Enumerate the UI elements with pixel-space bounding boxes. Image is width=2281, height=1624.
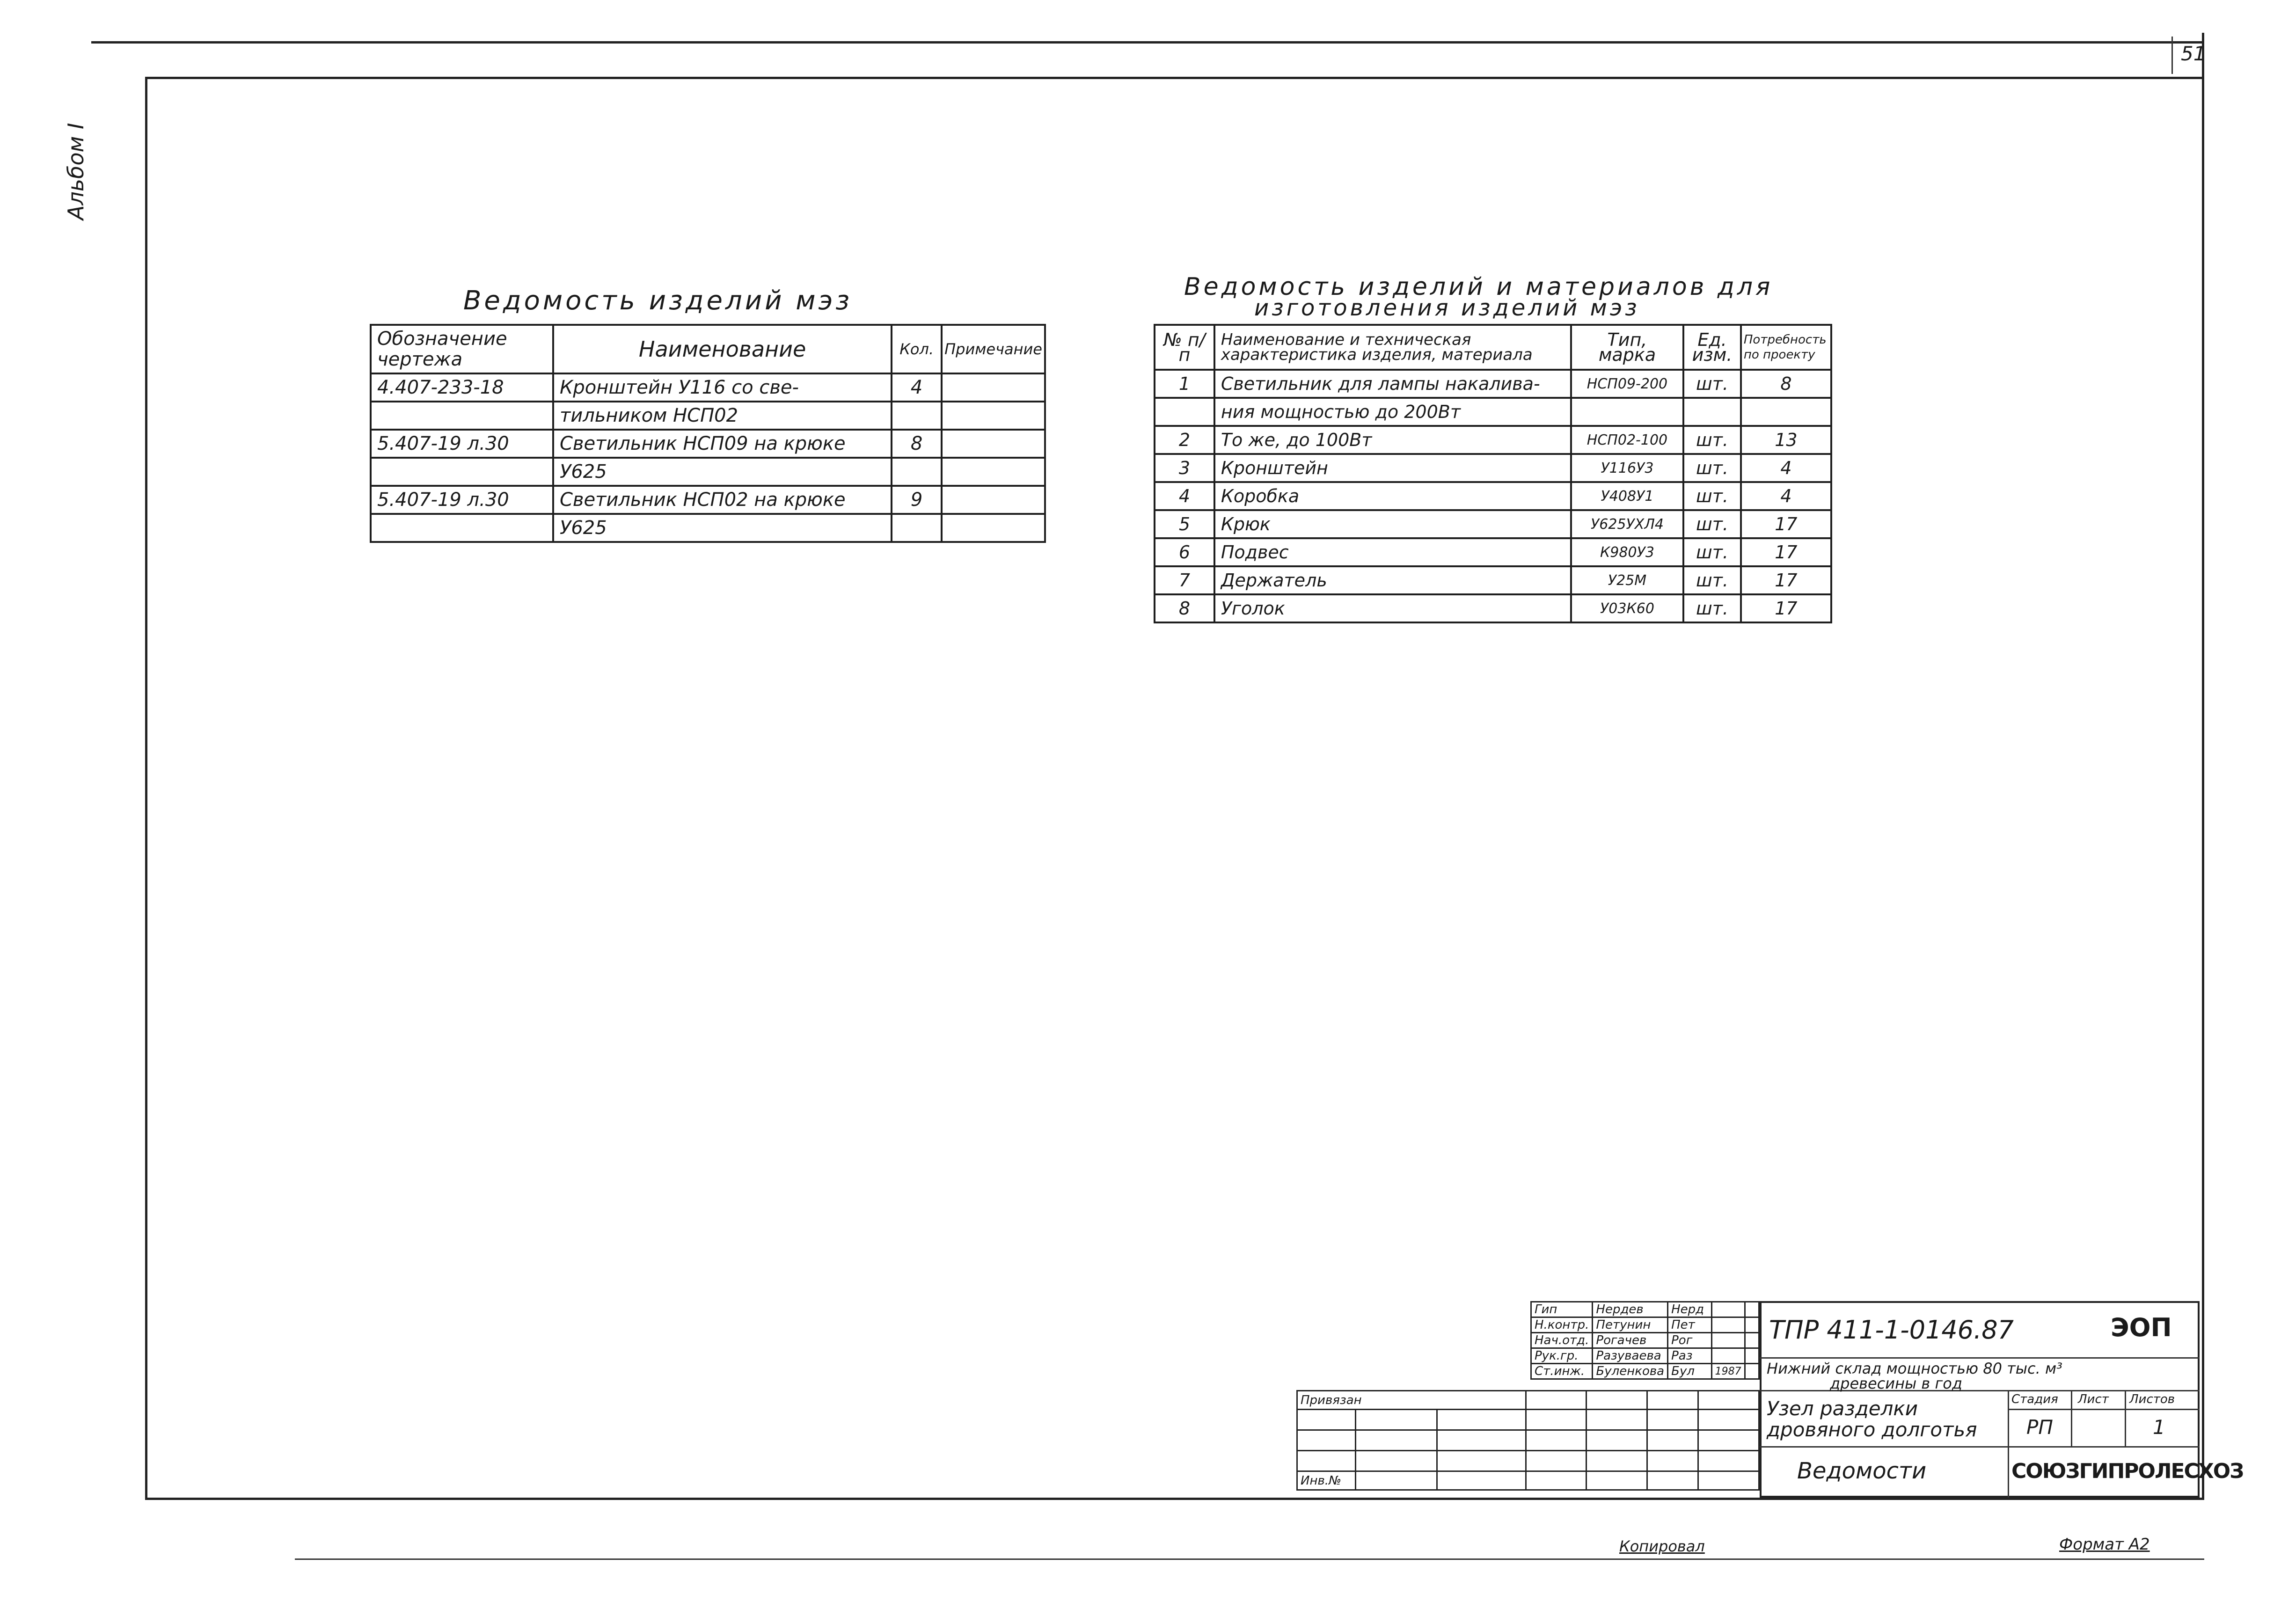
- binding-cell: [1355, 1471, 1437, 1490]
- table-row: [371, 430, 1045, 458]
- section-code: ЭОП: [2111, 1313, 2172, 1342]
- table1-cell-name: У625: [553, 458, 892, 486]
- frame-bottom-outer: [295, 1558, 2204, 1560]
- corner-box-left: [2171, 37, 2173, 74]
- table1-cell-designation: [371, 458, 553, 486]
- table1-cell-name: У625: [553, 514, 892, 542]
- binding-cell: [1437, 1471, 1526, 1490]
- table2-cell-num: 6: [1155, 538, 1214, 566]
- table2-header-name: Наименование и техническая характеристика изделия, материала: [1214, 325, 1571, 370]
- copied-by: Копировал: [1619, 1537, 1705, 1555]
- table2-cell-num: 8: [1155, 594, 1214, 622]
- binding-cell: [1586, 1391, 1647, 1410]
- part-line1: Узел разделки: [1767, 1397, 1918, 1420]
- table2-cell-num: 7: [1155, 566, 1214, 594]
- table1-cell-note: [942, 458, 1045, 486]
- table1-cell-designation: [371, 514, 553, 542]
- table2-cell-need: 17: [1741, 510, 1831, 538]
- binding-cell: [1586, 1471, 1647, 1490]
- doc-code: ТПР 411-1-0146.87: [1769, 1315, 2014, 1345]
- binding-row: [1297, 1451, 1759, 1471]
- table-row: [371, 373, 1045, 402]
- binding-cell: [1647, 1391, 1698, 1410]
- format-label: Формат А2: [2059, 1535, 2150, 1554]
- table2-cell-need: 17: [1741, 594, 1831, 622]
- signature-year: 1987: [1711, 1364, 1745, 1379]
- table-row: [1155, 566, 1831, 594]
- signature-extra: [1745, 1317, 1759, 1333]
- frame-left: [145, 77, 147, 1500]
- table2-cell-num: 4: [1155, 482, 1214, 510]
- signature-row: [1531, 1364, 1759, 1379]
- signature-name: Разуваева: [1593, 1348, 1668, 1364]
- table1-cell-note: [942, 486, 1045, 514]
- binding-cell: [1526, 1471, 1586, 1490]
- table2-cell-name: Коробка: [1214, 482, 1571, 510]
- table1-cell-qty: [892, 514, 942, 542]
- table-row: [1155, 538, 1831, 566]
- signature-role: Н.контр.: [1531, 1317, 1593, 1333]
- table1-cell-designation: 4.407-233-18: [371, 373, 553, 402]
- frame-top: [145, 77, 2204, 79]
- stamp-line: [1760, 1446, 2200, 1448]
- frame-top-outer: [91, 41, 2204, 44]
- binding-cell: [1355, 1451, 1437, 1471]
- table2-cell-need: [1741, 398, 1831, 426]
- signature-name: Буленкова: [1593, 1364, 1668, 1379]
- table2-cell-name: Светильник для лампы накалива-: [1214, 370, 1571, 398]
- binding-cell: [1526, 1430, 1586, 1451]
- table2-cell-unit: шт.: [1683, 594, 1741, 622]
- table1-cell-name: Светильник НСП02 на крюке: [553, 486, 892, 514]
- sheets-value: 1: [2153, 1416, 2165, 1439]
- album-label: Альбом I: [63, 123, 88, 220]
- signature-name: Рогачев: [1593, 1333, 1668, 1348]
- binding-cell: [1698, 1410, 1759, 1430]
- binding-cell: [1647, 1410, 1698, 1430]
- binding-cell: [1698, 1471, 1759, 1490]
- table2-cell-name: Кронштейн: [1214, 454, 1571, 482]
- table2-cell-num: 3: [1155, 454, 1214, 482]
- table2-cell-unit: шт.: [1683, 454, 1741, 482]
- table2-cell-name: Уголок: [1214, 594, 1571, 622]
- table1-cell-qty: 8: [892, 430, 942, 458]
- table2-cell-type: К980У3: [1571, 538, 1683, 566]
- binding-cell: [1586, 1430, 1647, 1451]
- binding-cell: [1647, 1471, 1698, 1490]
- frame-bottom: [145, 1498, 2204, 1500]
- stamp-line: [2008, 1390, 2009, 1498]
- signature-mark: Раз: [1668, 1348, 1712, 1364]
- binding-cell: [1698, 1451, 1759, 1471]
- table2-cell-name: То же, до 100Вт: [1214, 426, 1571, 454]
- table1-header-name: Наименование: [553, 325, 892, 373]
- stamp-line: [2125, 1390, 2126, 1446]
- table-row: [1155, 398, 1831, 426]
- table2-cell-name: ния мощностью до 200Вт: [1214, 398, 1571, 426]
- signature-row: [1531, 1333, 1759, 1348]
- table2-cell-name: Держатель: [1214, 566, 1571, 594]
- stamp-line: [2071, 1390, 2072, 1446]
- table2-cell-need: 4: [1741, 454, 1831, 482]
- signature-mark: Рог: [1668, 1333, 1712, 1348]
- table2-cell-type: У116У3: [1571, 454, 1683, 482]
- stage-value: РП: [2026, 1416, 2053, 1439]
- table1-cell-note: [942, 430, 1045, 458]
- table1-cell-name: тильником НСП02: [553, 402, 892, 430]
- stamp-line: [2008, 1409, 2200, 1410]
- table2-cell-unit: шт.: [1683, 510, 1741, 538]
- table-row: [371, 402, 1045, 430]
- sheet-corner-number: 51: [2181, 42, 2206, 65]
- table2-cell-need: 17: [1741, 566, 1831, 594]
- table2-cell-unit: [1683, 398, 1741, 426]
- signature-extra: [1745, 1348, 1759, 1364]
- table2-cell-num: 5: [1155, 510, 1214, 538]
- table1-cell-note: [942, 402, 1045, 430]
- signature-mark: Нерд: [1668, 1302, 1712, 1317]
- table1-cell-note: [942, 514, 1045, 542]
- table1-cell-qty: 4: [892, 373, 942, 402]
- table1-title: Ведомость изделий мэз: [463, 285, 853, 316]
- table2-cell-type: У625УХЛ4: [1571, 510, 1683, 538]
- table2-cell-unit: шт.: [1683, 538, 1741, 566]
- table-row: [1155, 426, 1831, 454]
- table2-cell-name: Крюк: [1214, 510, 1571, 538]
- signature-role: Гип: [1531, 1302, 1593, 1317]
- signature-name: Петунин: [1593, 1317, 1668, 1333]
- signature-date: [1711, 1302, 1745, 1317]
- privyazan-label: Привязан: [1297, 1391, 1526, 1410]
- binding-cell: [1437, 1430, 1526, 1451]
- table2-title-line2: изготовления изделий мэз: [1254, 295, 1640, 321]
- table2-cell-type: У25М: [1571, 566, 1683, 594]
- table1-header-row: [371, 325, 1045, 373]
- table2-header-type: Тип, марка: [1571, 325, 1683, 370]
- table2-cell-num: [1155, 398, 1214, 426]
- sheet-label: Лист: [2078, 1392, 2109, 1406]
- inv-no-label: Инв.№: [1297, 1471, 1356, 1490]
- table-row: [1155, 454, 1831, 482]
- table1-cell-designation: [371, 402, 553, 430]
- signature-role: Рук.гр.: [1531, 1348, 1593, 1364]
- table2-cell-need: 13: [1741, 426, 1831, 454]
- signature-row: [1531, 1317, 1759, 1333]
- table2-cell-num: 1: [1155, 370, 1214, 398]
- table1-cell-qty: [892, 458, 942, 486]
- stage-label: Стадия: [2011, 1392, 2058, 1406]
- binding-cell: [1647, 1451, 1698, 1471]
- binding-cell: [1297, 1451, 1356, 1471]
- table1-cell-designation: 5.407-19 л.30: [371, 486, 553, 514]
- table-row: [371, 486, 1045, 514]
- drawing-name: Ведомости: [1797, 1458, 1927, 1484]
- signature-date: [1711, 1333, 1745, 1348]
- binding-cell: [1297, 1430, 1356, 1451]
- binding-cell: [1526, 1391, 1586, 1410]
- binding-cell: [1526, 1451, 1586, 1471]
- binding-row: [1297, 1430, 1759, 1451]
- table1-cell-name: Кронштейн У116 со све-: [553, 373, 892, 402]
- organization: СОЮЗГИПРОЛЕСХОЗ: [2011, 1459, 2244, 1483]
- binding-cell: [1355, 1430, 1437, 1451]
- binding-row: [1297, 1391, 1759, 1410]
- table2-cell-unit: шт.: [1683, 566, 1741, 594]
- table2-header-row: [1155, 325, 1831, 370]
- signature-extra: [1745, 1302, 1759, 1317]
- signature-name: Нердев: [1593, 1302, 1668, 1317]
- stamp-line: [1760, 1357, 2200, 1359]
- binding-cell: [1437, 1451, 1526, 1471]
- table2-cell-unit: шт.: [1683, 482, 1741, 510]
- table1-header-designation: Обозначение чертежа: [371, 325, 553, 373]
- table2-cell-name: Подвес: [1214, 538, 1571, 566]
- table2-cell-unit: шт.: [1683, 370, 1741, 398]
- signature-mark: Бул: [1668, 1364, 1712, 1379]
- binding-row: [1297, 1471, 1759, 1490]
- stamp-line: [1760, 1390, 2200, 1391]
- table1-header-qty: Кол.: [892, 325, 942, 373]
- signature-grid: [1530, 1301, 1760, 1380]
- table-row: [371, 514, 1045, 542]
- object-line1: Нижний склад мощностью 80 тыс. м³: [1767, 1360, 2062, 1377]
- table1-cell-qty: 9: [892, 486, 942, 514]
- frame-right: [2202, 33, 2204, 1498]
- table1-cell-note: [942, 373, 1045, 402]
- binding-cell: [1526, 1410, 1586, 1430]
- part-line2: дровяного долготья: [1767, 1418, 1977, 1441]
- table-row: [1155, 370, 1831, 398]
- table2-header-unit: Ед. изм.: [1683, 325, 1741, 370]
- binding-grid: [1296, 1390, 1760, 1491]
- table-row: [1155, 510, 1831, 538]
- binding-cell: [1647, 1430, 1698, 1451]
- table2-cell-need: 8: [1741, 370, 1831, 398]
- table-row: [371, 458, 1045, 486]
- table2-cell-type: У408У1: [1571, 482, 1683, 510]
- binding-cell: [1586, 1410, 1647, 1430]
- object-line2: древесины в год: [1830, 1375, 1962, 1392]
- signature-row: [1531, 1348, 1759, 1364]
- table1-header-note: Примечание: [942, 325, 1045, 373]
- table2-cell-type: [1571, 398, 1683, 426]
- binding-cell: [1698, 1430, 1759, 1451]
- signature-date: [1711, 1317, 1745, 1333]
- table2-cell-num: 2: [1155, 426, 1214, 454]
- signature-role: Ст.инж.: [1531, 1364, 1593, 1379]
- binding-cell: [1437, 1410, 1526, 1430]
- signature-date: [1711, 1348, 1745, 1364]
- signature-role: Нач.отд.: [1531, 1333, 1593, 1348]
- signature-mark: Пет: [1668, 1317, 1712, 1333]
- table-row: [1155, 594, 1831, 622]
- signature-extra: [1745, 1333, 1759, 1348]
- table2-cell-unit: шт.: [1683, 426, 1741, 454]
- table1-cell-designation: 5.407-19 л.30: [371, 430, 553, 458]
- binding-cell: [1297, 1410, 1356, 1430]
- table2-cell-type: НСП02-100: [1571, 426, 1683, 454]
- table2-cell-type: У03К60: [1571, 594, 1683, 622]
- table2-cell-type: НСП09-200: [1571, 370, 1683, 398]
- table2: [1154, 324, 1832, 623]
- table1-cell-qty: [892, 402, 942, 430]
- sheets-label: Листов: [2129, 1392, 2175, 1406]
- binding-cell: [1586, 1451, 1647, 1471]
- table2-title-line1: Ведомость изделий и материалов для: [1184, 273, 1773, 301]
- binding-cell: [1355, 1410, 1437, 1430]
- table1: [370, 324, 1046, 543]
- table2-cell-need: 4: [1741, 482, 1831, 510]
- signature-extra: [1745, 1364, 1759, 1379]
- binding-cell: [1698, 1391, 1759, 1410]
- table2-header-need: Потребность по проекту: [1741, 325, 1831, 370]
- table-row: [1155, 482, 1831, 510]
- binding-row: [1297, 1410, 1759, 1430]
- signature-row: [1531, 1302, 1759, 1317]
- table2-cell-need: 17: [1741, 538, 1831, 566]
- table2-header-num: № п/п: [1155, 325, 1214, 370]
- table1-cell-name: Светильник НСП09 на крюке: [553, 430, 892, 458]
